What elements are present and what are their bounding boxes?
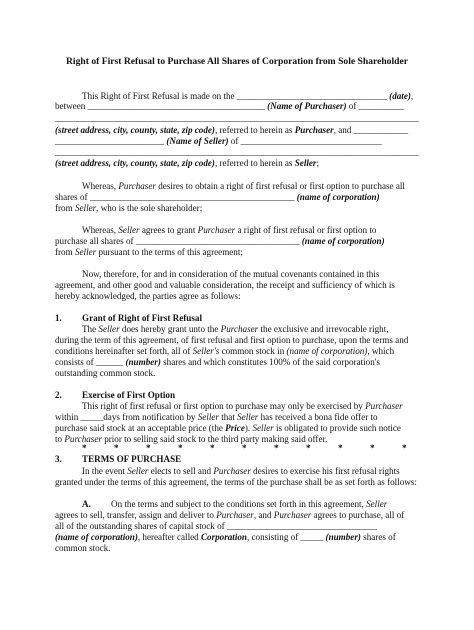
separator-star: * [114,443,119,453]
intro-line-7 [55,158,319,169]
section-2-line-1 [82,401,403,412]
seller-term: Seller [366,499,388,509]
section-2-line-2 [55,412,378,423]
purchaser-name-blank: _______________________________________ [87,101,265,111]
intro-line-6: ________________________________________________________________________________ [55,147,419,157]
intro-text: This Right of First Refusal is made on the [82,91,237,101]
seller-term: Seller's [192,346,220,356]
separator-star: * [338,443,343,453]
section-text: This right of first refusal or first option to purchase may only be exercised by [82,401,366,411]
subsection-a-letter: A. [82,499,91,509]
seller-term: Seller [118,225,140,235]
section-text: prior to selling said stock to the third party making said offer. [101,434,328,444]
whereas-text: from [55,203,75,213]
separator-star: * [146,443,151,453]
separator-star: * [242,443,247,453]
section-2-number: 2. [55,390,62,400]
intro-text: between [55,101,88,111]
whereas-text: , who is the sole shareholder; [96,203,203,213]
separator-star: * [178,443,183,453]
section-2-line-4 [55,434,327,445]
days-blank: _____ [80,412,104,422]
whereas2-line-3 [55,247,243,258]
seller-term: Seller [197,412,219,422]
section-text: conditions hereinafter set forth, all of [55,346,193,356]
price-term: Price [225,423,245,433]
document-title: Right of First Refusal to Purchase All Shares of Corporation from Sole Shareholder [66,56,408,67]
separator-star: * [82,443,87,453]
corporation-name-label: (name of corporation) [286,346,368,356]
date-label: (date) [386,91,411,101]
intro-text: , [410,91,414,101]
section-3-number: 3. [55,454,62,464]
address-label: (street address, city, county, state, zip code) [55,158,215,168]
whereas-text: desires to obtain a right of first refusal or first option to purchase all [155,181,405,191]
intro-text: , referred to herein as [214,125,295,135]
address-label: (street address, city, county, state, zip code) [55,125,215,135]
seller-term: Seller [237,412,259,422]
section-1-heading: Grant of Right of First Refusal [82,313,202,323]
corporation-name-blank: ____________________________________ [135,236,300,246]
section-1-line-1 [82,324,389,335]
whereas1-line-3 [55,203,202,214]
corporation-name-label: (name of corporation) [294,192,380,202]
date-blank: _________________________________ [236,91,387,101]
seller-term: Seller [98,324,120,334]
separator-star: * [370,443,375,453]
section-text: is obligated to provide such notice [273,423,401,433]
section-text: , consisting of [246,532,301,542]
section-text: shares and which constitutes 100% of the said corporation's [160,357,380,367]
seller-term: Seller [74,247,97,257]
section-text: agrees to sell, transfer, assign and deliver to [55,510,217,520]
whereas1-line-1 [82,181,405,192]
purchaser-term: Purchaser [216,510,254,520]
section-1-number: 1. [55,313,62,323]
section-1-line-5: outstanding common stock. [55,368,156,378]
corporation-name-label: (name of corporation) [55,532,138,542]
number-label: (number) [323,532,361,542]
section-text: days from notification by [103,412,198,422]
whereas-text: from [55,247,75,257]
corporation-term: Corporation [200,532,247,542]
section-1-line-2: during the term of this agreement, of first refusal and first option to purchase, upon the terms and [55,335,409,345]
whereas1-line-2 [55,192,380,203]
intro-text: of [346,101,359,111]
corporation-name-blank: _________________________________ [226,521,378,531]
section-text: shares of [360,532,396,542]
section-text: common stock in [219,346,287,356]
whereas-text: Whereas, [82,181,119,191]
section-text: all of the outstanding shares of capital stock of [55,521,227,531]
section-2-heading: Exercise of First Option [82,390,176,400]
purchaser-term: Purchaser [365,401,403,411]
seller-term: Seller [127,466,149,476]
intro-text: , and [333,125,354,135]
section-text: purchase said stock at an acceptable price (the [55,423,226,433]
section-3-heading: TERMS OF PURCHASE [82,454,182,464]
purchaser-term: Purchaser [273,510,312,520]
purchaser-term: Purchaser [294,125,334,135]
whereas2-line-1 [82,225,376,236]
intro-line-2 [55,101,404,112]
section-text: elects to sell and [148,466,214,476]
section-text: ). [244,423,253,433]
subsection-a-line-1 [111,499,387,510]
seller-term: Seller [74,203,97,213]
whereas-text: a right of first refusal or first option to [235,225,377,235]
now-therefore-line-2: agreement, and other good and valuable consideration, the receipt and sufficiency of which is [55,280,395,290]
section-text: within [55,412,81,422]
whereas-text: pursuant to the terms of this agreement; [96,247,243,257]
purchaser-term: Purchaser [64,434,102,444]
subsection-a-line-4 [55,532,396,543]
subsection-a-line-2 [55,510,404,521]
purchaser-term: Purchaser [220,324,259,334]
section-text: In the event [82,466,128,476]
separator-star: * [210,443,215,453]
corporation-name-label: (name of corporation) [299,236,385,246]
whereas-text: Whereas, [82,225,119,235]
seller-name-blank: ____________ [353,125,409,135]
purchaser-term: Purchaser [197,225,236,235]
separator-star: * [402,443,407,453]
whereas2-line-2 [55,236,385,247]
whereas-text: purchase all shares of [55,236,136,246]
whereas-text: agrees to grant [139,225,198,235]
intro-line-5 [55,136,382,147]
section-text: has received a bona fide offer to [258,412,378,422]
section-text: that [218,412,238,422]
section-text: The [82,324,99,334]
section-text: consists of [55,357,96,367]
subsection-a-line-5: common stock. [55,543,111,553]
section-text: does hereby grant unto the [119,324,221,334]
whereas-text: shares of [55,192,90,202]
section-2-line-3 [55,423,401,434]
now-therefore-line-1: Now, therefore, for and in consideration of the mutual covenants contained in this [82,269,380,279]
purchaser-name-label: (Name of Purchaser) [264,101,347,111]
section-1-line-3 [55,346,394,357]
purchaser-term: Purchaser [213,466,251,476]
seller-term: Seller [252,423,274,433]
separator-star: * [274,443,279,453]
share-count-blank: _____ [300,532,324,542]
seller-term: Seller [294,158,317,168]
section-3-line-2: granted under the terms of this agreement, the terms of the purchase shall be as set forth as follows: [55,477,417,487]
purchaser-term: Purchaser [118,181,156,191]
section-text: desires to exercise his first refusal rights [250,466,400,476]
section-text: , which [367,346,395,356]
intro-text: ; [316,158,319,168]
section-1-line-4 [55,357,380,368]
now-therefore-line-3: hereby acknowledged, the parties agree as follows: [55,291,241,301]
seller-address-blank: _______________________________ [240,136,382,146]
number-label: (number) [123,357,161,367]
corporation-name-blank: _____________________________________________ [89,192,295,202]
section-3-line-1 [82,466,400,477]
purchaser-address-blank: __________ [358,101,405,111]
section-text: On the terms and subject to the conditions set forth in this agreement, [111,499,367,509]
section-text: to [55,434,65,444]
section-text: , and [253,510,274,520]
section-text: agrees to purchase, all of [311,510,405,520]
intro-text: of [228,136,241,146]
section-text: the exclusive and irrevocable right, [258,324,389,334]
intro-text: , referred to herein as [214,158,295,168]
share-count-blank: ______ [95,357,124,367]
subsection-a-line-3 [55,521,377,532]
intro-line-4 [55,125,408,136]
seller-name-blank: ________________________ [55,136,165,146]
separator-star: * [306,443,311,453]
seller-name-label: (Name of Seller) [164,136,229,146]
section-text: , hereafter called [137,532,201,542]
intro-line-3: ________________________________________________________________________________ [55,113,419,123]
